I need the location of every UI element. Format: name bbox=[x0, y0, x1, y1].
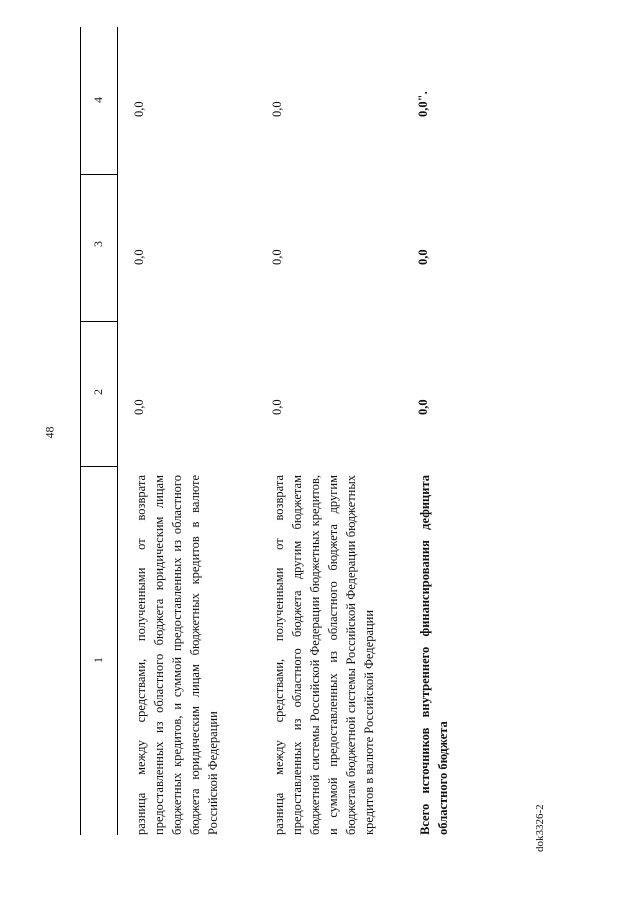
document-code: dok3326-2 bbox=[534, 804, 546, 852]
total-value-col4: 0,0". bbox=[416, 91, 430, 117]
page-number: 48 bbox=[42, 426, 57, 439]
column-header-3: 3 bbox=[91, 241, 105, 247]
column-header-1: 1 bbox=[91, 657, 105, 663]
table-header bbox=[80, 27, 118, 835]
row-description: разница между средствами, полученными от возврата предоставленных из областного бюджета юридическим лицам бюджетных кредитов, и суммой предоставленных из областного бюджета юридическим лицам бюджетных кредитов в валюте Российской Федерации bbox=[134, 475, 220, 835]
row-value-col4: 0,0 bbox=[270, 101, 284, 117]
column-header-2: 2 bbox=[91, 389, 105, 395]
row-value-col2: 0,0 bbox=[132, 399, 146, 415]
row-value-col2: 0,0 bbox=[270, 399, 284, 415]
total-description: Всего источников внутреннего финансирования дефицита областного бюджета bbox=[418, 475, 450, 835]
row-value-col4: 0,0 bbox=[132, 101, 146, 117]
total-value-col2: 0,0 bbox=[416, 399, 430, 415]
budget-table bbox=[80, 27, 455, 835]
column-header-4: 4 bbox=[91, 97, 105, 103]
row-value-col3: 0,0 bbox=[270, 249, 284, 265]
total-value-col3: 0,0 bbox=[416, 249, 430, 265]
row-value-col3: 0,0 bbox=[132, 249, 146, 265]
row-description: разница между средствами, полученными от возврата предоставленных из областного бюджета другим бюджетам бюджетной системы Российской Федерации бюджетных кредитов, и суммой предоставленных из областного бюджета другим бюджетам бюджетной системы Российской Федерации бюджетных кредитов в валюте Российской Федерации bbox=[272, 475, 376, 835]
